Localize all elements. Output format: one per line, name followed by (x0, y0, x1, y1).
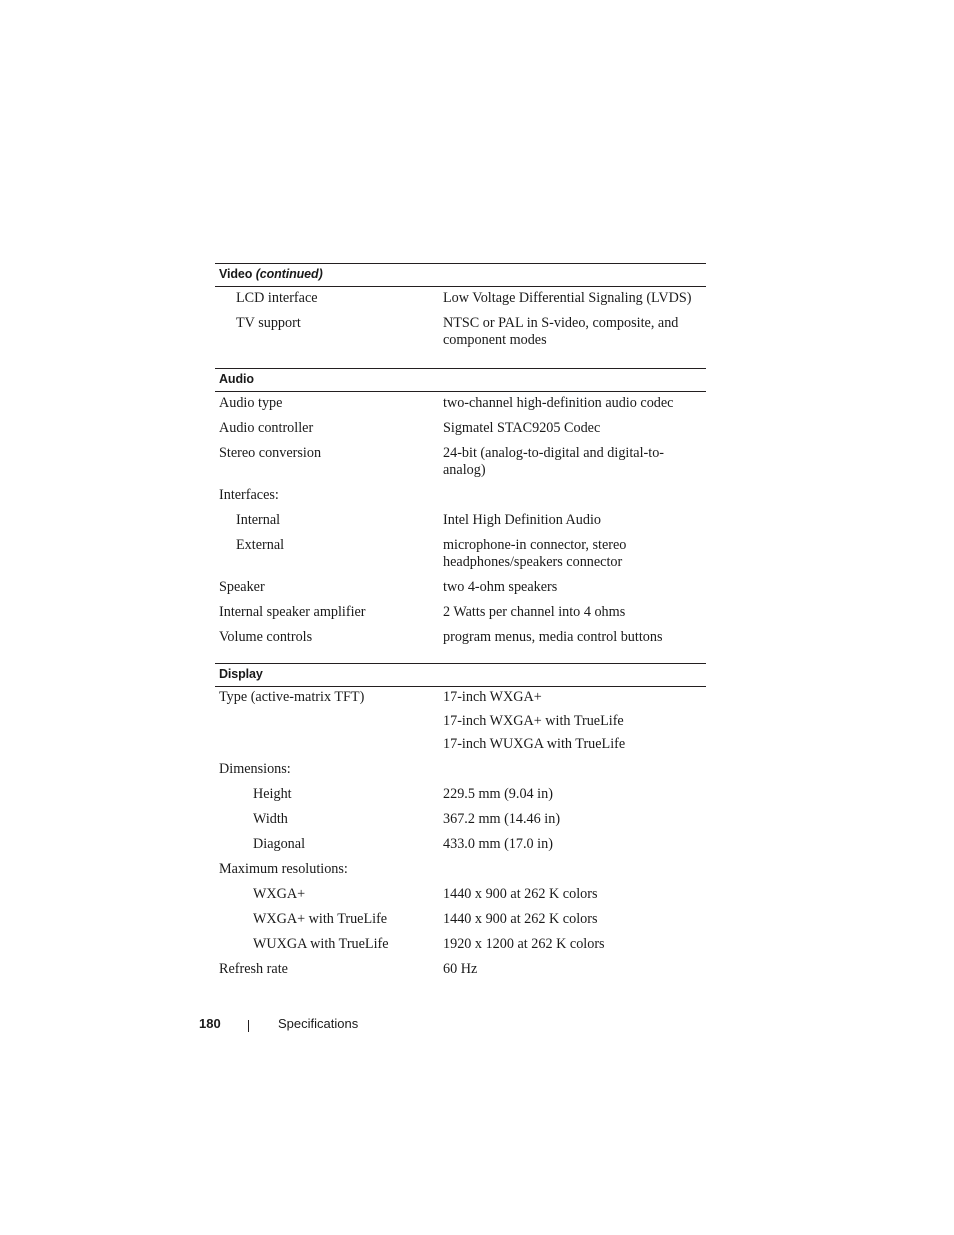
section-body-display (215, 687, 706, 987)
spec-value: 17-inch WXGA+ with TrueLife (443, 713, 624, 729)
spec-label: WXGA+ with TrueLife (253, 911, 388, 927)
spec-label: External (236, 537, 285, 553)
spec-label: Internal (236, 512, 281, 528)
spec-value: Low Voltage Differential Signaling (LVDS) (443, 290, 692, 306)
spec-value: 24-bit (analog-to-digital and digital-to-analog) (443, 445, 665, 478)
spec-value: 367.2 mm (14.46 in) (443, 811, 561, 827)
spec-label: Audio controller (219, 420, 314, 436)
spec-label: Volume controls (219, 629, 313, 645)
spec-label: Width (253, 811, 288, 827)
spec-value: 17-inch WUXGA with TrueLife (443, 736, 626, 752)
spec-label: Internal speaker amplifier (219, 604, 366, 620)
spec-value: 1440 x 900 at 262 K colors (443, 886, 598, 902)
spec-value: 1920 x 1200 at 262 K colors (443, 936, 605, 952)
section-body-video (215, 287, 706, 368)
page-footer (199, 1016, 399, 1034)
spec-label: WXGA+ (253, 886, 306, 902)
spec-label: Audio type (219, 395, 283, 411)
spec-label: Speaker (219, 579, 265, 595)
page-number: 180 (199, 1016, 221, 1031)
spec-value: 229.5 mm (9.04 in) (443, 786, 553, 802)
spec-value: NTSC or PAL in S-video, composite, and component modes (443, 315, 679, 348)
spec-label: Refresh rate (219, 961, 288, 977)
section-header-display (215, 663, 706, 687)
spec-value: 17-inch WXGA+ (443, 689, 542, 705)
spec-table (215, 263, 706, 987)
spec-label: Interfaces: (219, 487, 279, 503)
spec-value: program menus, media control buttons (443, 629, 663, 645)
spec-value: 1440 x 900 at 262 K colors (443, 911, 598, 927)
spec-label: Height (253, 786, 292, 802)
spec-value: 433.0 mm (17.0 in) (443, 836, 553, 852)
spec-value: microphone-in connector, stereo headphones/speakers connector (443, 537, 627, 570)
section-header-video (215, 263, 706, 287)
spec-value: Intel High Definition Audio (443, 512, 602, 528)
spec-value: 60 Hz (443, 961, 478, 977)
spec-value: two 4-ohm speakers (443, 579, 558, 595)
section-title-display: Display (219, 667, 263, 681)
spec-label: Maximum resolutions: (219, 861, 348, 877)
spec-label: TV support (236, 315, 301, 331)
footer-separator (248, 1020, 249, 1032)
section-title-audio: Audio (219, 372, 254, 386)
footer-section-title: Specifications (278, 1016, 359, 1031)
spec-label: Dimensions: (219, 761, 291, 777)
continued-label: (continued) (255, 267, 323, 281)
spec-label: WUXGA with TrueLife (253, 936, 389, 952)
spec-label: Stereo conversion (219, 445, 322, 461)
spec-value: Sigmatel STAC9205 Codec (443, 420, 601, 436)
spec-value: two-channel high-definition audio codec (443, 395, 674, 411)
section-title-video: Video (219, 267, 253, 281)
spec-label: LCD interface (236, 290, 318, 306)
spec-label: Diagonal (253, 836, 306, 852)
section-body-audio (215, 392, 706, 663)
spec-value: 2 Watts per channel into 4 ohms (443, 604, 626, 620)
section-header-audio (215, 368, 706, 392)
spec-label: Type (active-matrix TFT) (219, 689, 365, 705)
